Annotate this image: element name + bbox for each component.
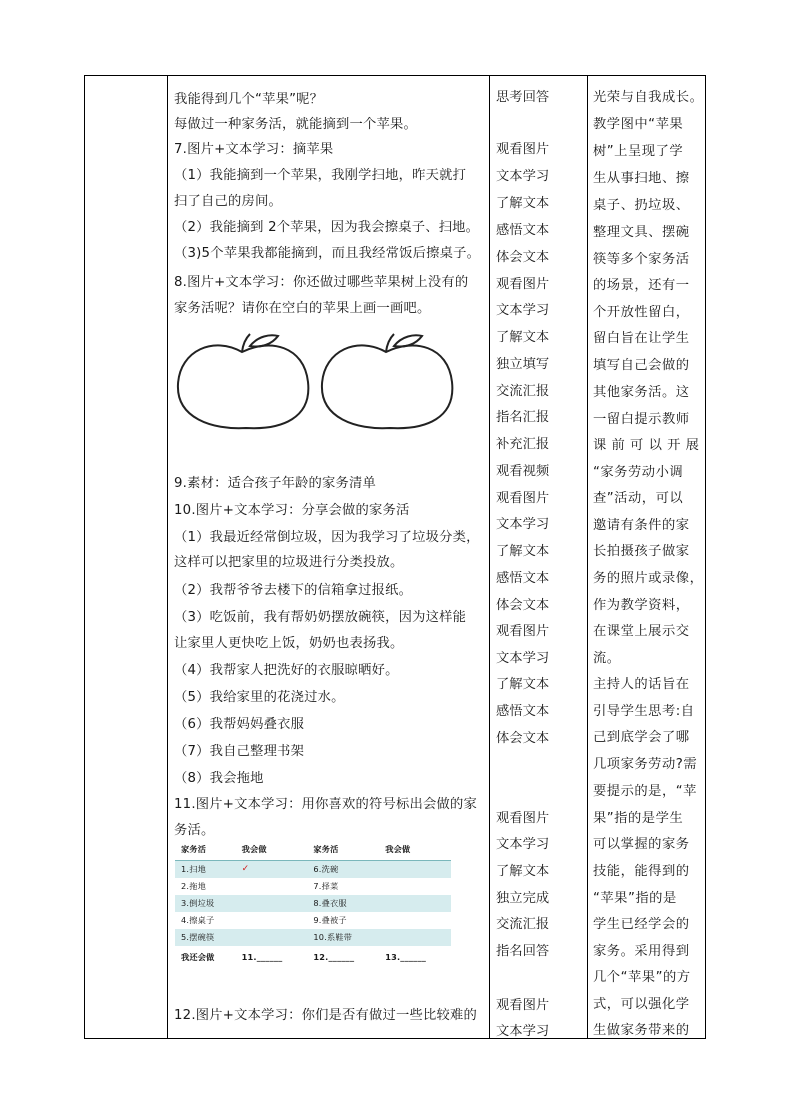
intent-line: 整理文具、摆碗 (593, 225, 690, 240)
activity-line: 交流汇报 (496, 917, 550, 932)
chore-cell: 4.擦桌子 (175, 912, 236, 929)
can-do-cell (236, 878, 308, 895)
activity-line: 了解文本 (496, 677, 550, 692)
activity-line: 了解文本 (496, 864, 550, 879)
table-row (175, 912, 451, 929)
activity-line: 补充汇报 (496, 437, 550, 452)
intent-line: 查”活动，可以 (593, 491, 684, 506)
content-line: 12.图片+文本学习：你们是否有做过一些比较难的 (174, 1008, 478, 1023)
content-line: 11.图片+文本学习：用你喜欢的符号标出会做的家 (174, 797, 478, 812)
intent-line: 光荣与自我成长。 (593, 90, 704, 105)
teaching-content-column (167, 76, 489, 1038)
activity-line: 了解文本 (496, 544, 550, 559)
content-line: （4）我帮家人把洗好的衣服晾晒好。 (174, 663, 399, 678)
content-line: 这样可以把家里的垃圾进行分类投放。 (174, 555, 404, 570)
activity-line: 体会文本 (496, 731, 550, 746)
can-do-cell (236, 912, 308, 929)
chore-cell: 2.拖地 (175, 878, 236, 895)
content-line: （8）我会拖地 (174, 771, 264, 786)
content-line: 7.图片+文本学习：摘苹果 (174, 142, 334, 157)
intent-line: 果”指的是学生 (593, 811, 684, 826)
intent-line: 生做家务带来的 (593, 1023, 690, 1038)
content-line: 我能得到几个“苹果”呢？ (174, 92, 324, 107)
intent-line: 家务。采用得到 (593, 944, 690, 959)
activity-line: 文本学习 (496, 303, 550, 318)
blank-apples-drawing (174, 332, 474, 432)
design-intent-column (587, 76, 707, 1038)
can-do-cell (236, 929, 308, 946)
intent-line: 学生已经学会的 (593, 917, 690, 932)
intent-line: 几个“苹果”的方 (593, 970, 691, 985)
chore-cell: 7.择菜 (307, 878, 379, 895)
table-row (175, 878, 451, 895)
content-line: （1）我能摘到一个苹果，我刚学扫地，昨天就打 (174, 168, 467, 183)
content-line: 家务活呢？请你在空白的苹果上画一画吧。 (174, 301, 431, 316)
activity-line: 观看图片 (496, 998, 550, 1013)
activity-line: 了解文本 (496, 196, 550, 211)
chore-cell: 10.系鞋带 (307, 929, 379, 946)
student-activity-column (489, 76, 587, 1038)
blank-item-11: 11.______ (236, 946, 308, 968)
intent-line: 主持人的话旨在 (593, 677, 690, 692)
content-line: 让家里人更快吃上饭，奶奶也表扬我。 (174, 636, 404, 651)
content-line: （2）我帮爷爷去楼下的信箱拿过报纸。 (174, 583, 413, 598)
intent-line: 作为教学资料， (593, 598, 690, 613)
table-footer-row (175, 946, 451, 968)
lesson-plan-table (84, 75, 706, 1039)
can-do-cell (379, 929, 451, 946)
activity-line: 观看图片 (496, 491, 550, 506)
content-line: 扫了自己的房间。 (174, 194, 282, 209)
chore-cell: 3.倒垃圾 (175, 895, 236, 912)
intent-line: 技能，能得到的 (593, 864, 690, 879)
blank-item-12: 12.______ (307, 946, 379, 968)
activity-line: 观看图片 (496, 277, 550, 292)
content-line: （1）我最近经常倒垃圾，因为我学习了垃圾分类， (174, 530, 480, 545)
intent-line: 几项家务劳动?需 (593, 757, 698, 772)
table-row (175, 929, 451, 946)
chore-cell: 6.洗碗 (307, 860, 379, 878)
intent-line: 课 前 可 以 开 展 (593, 438, 700, 453)
can-do-header: 我会做 (236, 840, 308, 860)
can-do-cell (379, 895, 451, 912)
chore-cell: 1.扫地 (175, 860, 236, 878)
intent-line: 可以掌握的家务 (593, 837, 690, 852)
intent-line: “苹果”指的是 (593, 891, 677, 906)
activity-line: 文本学习 (496, 169, 550, 184)
intent-line: 筷等多个家务活 (593, 252, 690, 267)
activity-line: 文本学习 (496, 837, 550, 852)
intent-line: 式，可以强化学 (593, 997, 690, 1012)
can-do-cell (379, 912, 451, 929)
intent-line: “家务劳动小调 (593, 465, 684, 480)
activity-line: 思考回答 (496, 90, 550, 105)
chore-checklist-table (175, 840, 451, 968)
activity-line: 独立填写 (496, 357, 550, 372)
also-can-do-label: 我还会做 (175, 946, 236, 968)
can-do-header: 我会做 (379, 840, 451, 860)
intent-line: 己到底学会了哪 (593, 730, 690, 745)
content-line: 10.图片+文本学习：分享会做的家务活 (174, 503, 410, 518)
activity-line: 文本学习 (496, 1024, 550, 1039)
content-line: （3)5个苹果我都能摘到，而且我经常饭后擦桌子。 (174, 246, 481, 261)
activity-line: 观看图片 (496, 624, 550, 639)
intent-line: 要提示的是，“苹 (593, 784, 697, 799)
activity-line: 指名汇报 (496, 410, 550, 425)
activity-line: 感悟文本 (496, 571, 550, 586)
intent-line: 个开放性留白， (593, 305, 690, 320)
can-do-cell (236, 895, 308, 912)
intent-line: 务的照片或录像， (593, 571, 704, 586)
chore-cell: 9.叠被子 (307, 912, 379, 929)
intent-line: 在课堂上展示交 (593, 624, 690, 639)
content-line: （7）我自己整理书架 (174, 744, 305, 759)
intent-line: 的场景，还有一 (593, 278, 690, 293)
table-row (175, 860, 451, 878)
activity-line: 观看图片 (496, 142, 550, 157)
activity-line: 体会文本 (496, 598, 550, 613)
activity-line: 了解文本 (496, 330, 550, 345)
activity-line: 独立完成 (496, 891, 550, 906)
intent-line: 邀请有条件的家 (593, 518, 690, 533)
content-line: 8.图片+文本学习：你还做过哪些苹果树上没有的 (174, 275, 469, 290)
intent-line: 引导学生思考:自 (593, 704, 695, 719)
intent-line: 长拍摄孩子做家 (593, 544, 690, 559)
apple-outline-left (178, 334, 308, 428)
intent-line: 一留白提示教师 (593, 412, 690, 427)
content-line: （5）我给家里的花浇过水。 (174, 690, 345, 705)
chore-cell: 5.摆碗筷 (175, 929, 236, 946)
activity-line: 文本学习 (496, 651, 550, 666)
check-mark-icon: ✓ (236, 860, 308, 878)
activity-line: 观看图片 (496, 811, 550, 826)
content-line: （6）我帮妈妈叠衣服 (174, 717, 305, 732)
blank-item-13: 13.______ (379, 946, 451, 968)
can-do-cell (379, 860, 451, 878)
activity-line: 体会文本 (496, 250, 550, 265)
activity-line: 文本学习 (496, 517, 550, 532)
content-line: （3）吃饭前，我有帮奶奶摆放碗筷，因为这样能 (174, 610, 467, 625)
activity-line: 感悟文本 (496, 704, 550, 719)
can-do-cell (379, 878, 451, 895)
content-line: 每做过一种家务活，就能摘到一个苹果。 (174, 117, 417, 132)
intent-line: 教学图中“苹果 (593, 117, 684, 132)
activity-line: 指名回答 (496, 944, 550, 959)
content-line: 务活。 (174, 823, 215, 838)
intent-line: 其他家务活。这 (593, 385, 690, 400)
intent-line: 树”上呈现了学 (593, 144, 684, 159)
apple-outline-right (322, 334, 452, 428)
content-line: （2）我能摘到 2个苹果，因为我会擦桌子、扫地。 (174, 220, 480, 235)
intent-line: 流。 (593, 651, 621, 666)
activity-line: 观看视频 (496, 464, 550, 479)
table-row (175, 895, 451, 912)
intent-line: 留白旨在让学生 (593, 331, 690, 346)
intent-line: 桌子、扔垃圾、 (593, 198, 690, 213)
chore-header: 家务活 (175, 840, 236, 860)
activity-line: 交流汇报 (496, 384, 550, 399)
chore-header: 家务活 (307, 840, 379, 860)
intent-line: 生从事扫地、擦 (593, 171, 690, 186)
activity-line: 感悟文本 (496, 223, 550, 238)
chore-cell: 8.叠衣服 (307, 895, 379, 912)
content-line: 9.素材：适合孩子年龄的家务清单 (174, 476, 377, 491)
intent-line: 填写自己会做的 (593, 358, 690, 373)
